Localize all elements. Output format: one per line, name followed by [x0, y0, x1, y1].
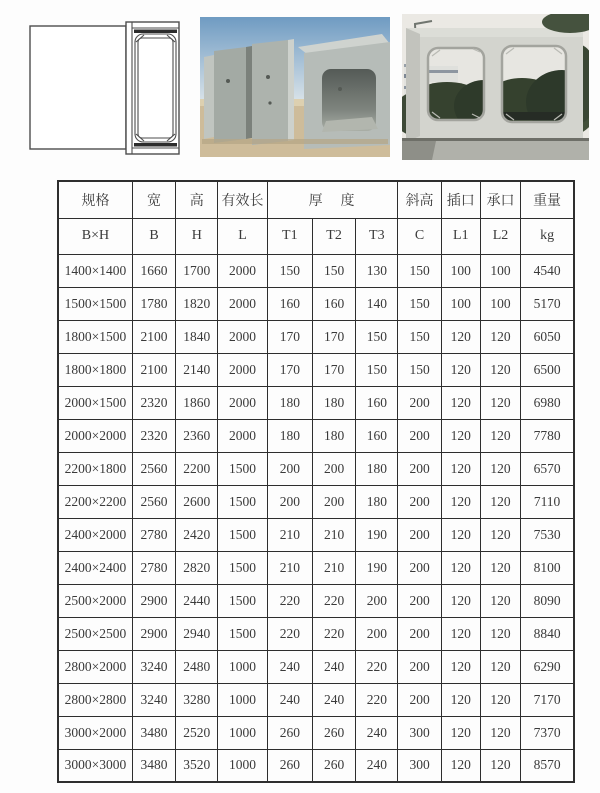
table-cell: 4540 — [521, 254, 574, 287]
table-cell: 190 — [356, 518, 398, 551]
table-cell: 220 — [312, 617, 355, 650]
table-cell: 120 — [480, 452, 520, 485]
table-cell: 6980 — [521, 386, 574, 419]
diagram-gasket-bottom — [134, 143, 177, 147]
subheader-cell: T2 — [312, 218, 355, 254]
subheader-cell: kg — [521, 218, 574, 254]
table-cell: 8570 — [521, 749, 574, 782]
table-cell: 180 — [267, 419, 312, 452]
table-cell: 220 — [267, 617, 312, 650]
table-cell: 2000 — [218, 419, 267, 452]
table-cell: 2940 — [176, 617, 218, 650]
table-cell: 260 — [267, 749, 312, 782]
table-cell: 6500 — [521, 353, 574, 386]
table-cell: 3000×2000 — [58, 716, 132, 749]
table-cell: 2400×2400 — [58, 551, 132, 584]
table-cell: 200 — [398, 518, 441, 551]
table-cell: 7170 — [521, 683, 574, 716]
table-cell: 120 — [480, 419, 520, 452]
table-cell: 160 — [267, 287, 312, 320]
header-cell: 规格 — [58, 181, 132, 218]
table-cell: 6570 — [521, 452, 574, 485]
table-cell: 1500 — [218, 518, 267, 551]
table-cell: 2500×2500 — [58, 617, 132, 650]
culvert-frame — [402, 28, 589, 142]
table-row — [58, 419, 574, 452]
subheader-cell: L — [218, 218, 267, 254]
culvert-cross-section-diagram — [28, 20, 182, 157]
table-cell: 200 — [398, 452, 441, 485]
table-cell: 200 — [398, 650, 441, 683]
table-cell: 2320 — [132, 386, 175, 419]
table-cell: 150 — [398, 353, 441, 386]
table-cell: 2780 — [132, 518, 175, 551]
table-cell: 2480 — [176, 650, 218, 683]
table-cell: 300 — [398, 716, 441, 749]
table-cell: 2200×2200 — [58, 485, 132, 518]
table-cell: 1700 — [176, 254, 218, 287]
table-cell: 2560 — [132, 452, 175, 485]
table-cell: 120 — [441, 749, 480, 782]
table-cell: 120 — [480, 320, 520, 353]
table-cell: 200 — [356, 584, 398, 617]
subheader-cell: C — [398, 218, 441, 254]
table-cell: 200 — [398, 617, 441, 650]
table-cell: 120 — [441, 320, 480, 353]
table-cell: 120 — [441, 419, 480, 452]
table-cell: 2800×2000 — [58, 650, 132, 683]
table-cell: 120 — [480, 518, 520, 551]
table-cell: 6290 — [521, 650, 574, 683]
subheader-cell: L2 — [480, 218, 520, 254]
table-cell: 180 — [356, 485, 398, 518]
table-cell: 120 — [480, 683, 520, 716]
table-cell: 120 — [441, 551, 480, 584]
table-cell: 1660 — [132, 254, 175, 287]
table-row — [58, 386, 574, 419]
header-cell: 厚 度 — [267, 181, 398, 218]
culvert-slabs — [204, 39, 294, 145]
table-cell: 120 — [441, 518, 480, 551]
table-cell: 150 — [398, 254, 441, 287]
table-cell: 100 — [480, 287, 520, 320]
table-cell: 2900 — [132, 584, 175, 617]
table-cell: 2000×1500 — [58, 386, 132, 419]
table-cell: 1840 — [176, 320, 218, 353]
table-row — [58, 551, 574, 584]
table-cell: 1000 — [218, 749, 267, 782]
table-cell: 260 — [312, 749, 355, 782]
table-cell: 170 — [267, 353, 312, 386]
subheader-cell: B — [132, 218, 175, 254]
table-cell: 200 — [398, 386, 441, 419]
table-cell: 120 — [441, 584, 480, 617]
header-cell: 插口 — [441, 181, 480, 218]
table-cell: 3000×3000 — [58, 749, 132, 782]
table-cell: 210 — [312, 518, 355, 551]
table-cell: 1500 — [218, 584, 267, 617]
table-cell: 140 — [356, 287, 398, 320]
table-cell: 180 — [267, 386, 312, 419]
table-cell: 240 — [312, 650, 355, 683]
table-row — [58, 650, 574, 683]
table-cell: 7530 — [521, 518, 574, 551]
table-cell: 2900 — [132, 617, 175, 650]
table-row — [58, 254, 574, 287]
table-cell: 200 — [356, 617, 398, 650]
table-cell: 120 — [441, 353, 480, 386]
diagram-bell-rect — [126, 22, 179, 154]
table-row — [58, 617, 574, 650]
table-cell: 200 — [267, 485, 312, 518]
table-cell: 2000×2000 — [58, 419, 132, 452]
table-cell: 1800×1500 — [58, 320, 132, 353]
table-cell: 1500 — [218, 617, 267, 650]
table-cell: 170 — [312, 320, 355, 353]
table-cell: 2360 — [176, 419, 218, 452]
table-cell: 240 — [356, 716, 398, 749]
table-cell: 2100 — [132, 353, 175, 386]
table-cell: 150 — [356, 353, 398, 386]
table-cell: 180 — [312, 419, 355, 452]
table-cell: 220 — [356, 650, 398, 683]
table-cell: 7370 — [521, 716, 574, 749]
table-cell: 120 — [480, 584, 520, 617]
table-cell: 170 — [312, 353, 355, 386]
table-cell: 1000 — [218, 650, 267, 683]
table-cell: 120 — [480, 386, 520, 419]
table-cell: 2000 — [218, 320, 267, 353]
table-cell: 120 — [480, 617, 520, 650]
table-row — [58, 452, 574, 485]
table-row — [58, 518, 574, 551]
table-cell: 2320 — [132, 419, 175, 452]
table-row — [58, 584, 574, 617]
table-cell: 240 — [312, 683, 355, 716]
table-cell: 200 — [398, 683, 441, 716]
table-cell: 2560 — [132, 485, 175, 518]
table-cell: 3280 — [176, 683, 218, 716]
table-cell: 150 — [398, 287, 441, 320]
table-cell: 200 — [398, 419, 441, 452]
table-cell: 2500×2000 — [58, 584, 132, 617]
table-cell: 5170 — [521, 287, 574, 320]
table-cell: 8840 — [521, 617, 574, 650]
table-row — [58, 716, 574, 749]
table-cell: 200 — [398, 584, 441, 617]
table-cell: 120 — [441, 716, 480, 749]
twin-cell-culvert-photo — [402, 14, 589, 160]
table-cell: 2100 — [132, 320, 175, 353]
table-cell: 100 — [441, 287, 480, 320]
table-cell: 1500 — [218, 452, 267, 485]
table-cell: 120 — [480, 650, 520, 683]
concrete-base — [402, 138, 589, 160]
table-cell: 150 — [312, 254, 355, 287]
table-cell: 190 — [356, 551, 398, 584]
table-cell: 8090 — [521, 584, 574, 617]
subheader-cell: B×H — [58, 218, 132, 254]
subheader-cell: L1 — [441, 218, 480, 254]
table-cell: 1800×1800 — [58, 353, 132, 386]
table-cell: 120 — [441, 485, 480, 518]
diagram-gasket-top — [134, 30, 177, 34]
table-cell: 260 — [312, 716, 355, 749]
table-cell: 120 — [480, 353, 520, 386]
table-cell: 1000 — [218, 716, 267, 749]
table-cell: 200 — [398, 485, 441, 518]
table-cell: 170 — [267, 320, 312, 353]
table-cell: 160 — [312, 287, 355, 320]
table-cell: 240 — [356, 749, 398, 782]
table-cell: 220 — [356, 683, 398, 716]
table-row — [58, 353, 574, 386]
table-cell: 100 — [441, 254, 480, 287]
table-cell: 260 — [267, 716, 312, 749]
table-cell: 2200 — [176, 452, 218, 485]
table-cell: 2820 — [176, 551, 218, 584]
table-cell: 130 — [356, 254, 398, 287]
table-cell: 120 — [480, 485, 520, 518]
table-cell: 1500×1500 — [58, 287, 132, 320]
table-cell: 150 — [356, 320, 398, 353]
subheader-cell: T3 — [356, 218, 398, 254]
table-cell: 2440 — [176, 584, 218, 617]
table-cell: 2000 — [218, 386, 267, 419]
table-cell: 7110 — [521, 485, 574, 518]
table-cell: 120 — [480, 749, 520, 782]
table-cell: 2200×1800 — [58, 452, 132, 485]
header-cell: 高 — [176, 181, 218, 218]
table-cell: 3480 — [132, 716, 175, 749]
table-cell: 1500 — [218, 551, 267, 584]
table-cell: 120 — [480, 716, 520, 749]
table-cell: 210 — [267, 551, 312, 584]
table-cell: 200 — [267, 452, 312, 485]
table-cell: 1500 — [218, 485, 267, 518]
header-cell: 有效长 — [218, 181, 267, 218]
table-row — [58, 320, 574, 353]
table-cell: 120 — [441, 617, 480, 650]
table-cell: 220 — [312, 584, 355, 617]
subheader-cell: H — [176, 218, 218, 254]
table-cell: 160 — [356, 386, 398, 419]
table-cell: 2000 — [218, 353, 267, 386]
table-cell: 3240 — [132, 650, 175, 683]
table-cell: 2420 — [176, 518, 218, 551]
spec-table — [57, 180, 575, 783]
table-cell: 1820 — [176, 287, 218, 320]
table-row — [58, 749, 574, 782]
table-cell: 180 — [356, 452, 398, 485]
table-cell: 200 — [312, 452, 355, 485]
table-cell: 2000 — [218, 254, 267, 287]
table-cell: 100 — [480, 254, 520, 287]
table-cell: 2780 — [132, 551, 175, 584]
diagram-body-rect — [30, 26, 126, 149]
header-cell: 斜高 — [398, 181, 441, 218]
table-cell: 120 — [441, 386, 480, 419]
table-cell: 1860 — [176, 386, 218, 419]
header-cell: 承口 — [480, 181, 520, 218]
table-row — [58, 287, 574, 320]
table-cell: 2800×2800 — [58, 683, 132, 716]
header-cell: 宽 — [132, 181, 175, 218]
table-cell: 120 — [441, 683, 480, 716]
table-cell: 3480 — [132, 749, 175, 782]
table-cell: 2400×2000 — [58, 518, 132, 551]
table-cell: 2000 — [218, 287, 267, 320]
table-cell: 200 — [312, 485, 355, 518]
table-row — [58, 683, 574, 716]
table-cell: 1400×1400 — [58, 254, 132, 287]
table-cell: 150 — [398, 320, 441, 353]
table-cell: 180 — [312, 386, 355, 419]
header-cell: 重量 — [521, 181, 574, 218]
table-cell: 200 — [398, 551, 441, 584]
table-cell: 220 — [267, 584, 312, 617]
table-cell: 3520 — [176, 749, 218, 782]
table-cell: 2520 — [176, 716, 218, 749]
table-cell: 2140 — [176, 353, 218, 386]
table-row — [58, 485, 574, 518]
table-cell: 2600 — [176, 485, 218, 518]
table-cell: 300 — [398, 749, 441, 782]
culvert-box-front — [298, 34, 390, 149]
culvert-yard-photo — [200, 17, 390, 157]
table-cell: 160 — [356, 419, 398, 452]
table-cell: 1000 — [218, 683, 267, 716]
table-cell: 8100 — [521, 551, 574, 584]
subheader-cell: T1 — [267, 218, 312, 254]
table-cell: 1780 — [132, 287, 175, 320]
table-cell: 120 — [480, 551, 520, 584]
table-cell: 240 — [267, 683, 312, 716]
table-cell: 120 — [441, 650, 480, 683]
table-cell: 150 — [267, 254, 312, 287]
table-cell: 210 — [267, 518, 312, 551]
table-cell: 210 — [312, 551, 355, 584]
table-cell: 120 — [441, 452, 480, 485]
table-cell: 6050 — [521, 320, 574, 353]
table-cell: 3240 — [132, 683, 175, 716]
table-cell: 240 — [267, 650, 312, 683]
table-cell: 7780 — [521, 419, 574, 452]
